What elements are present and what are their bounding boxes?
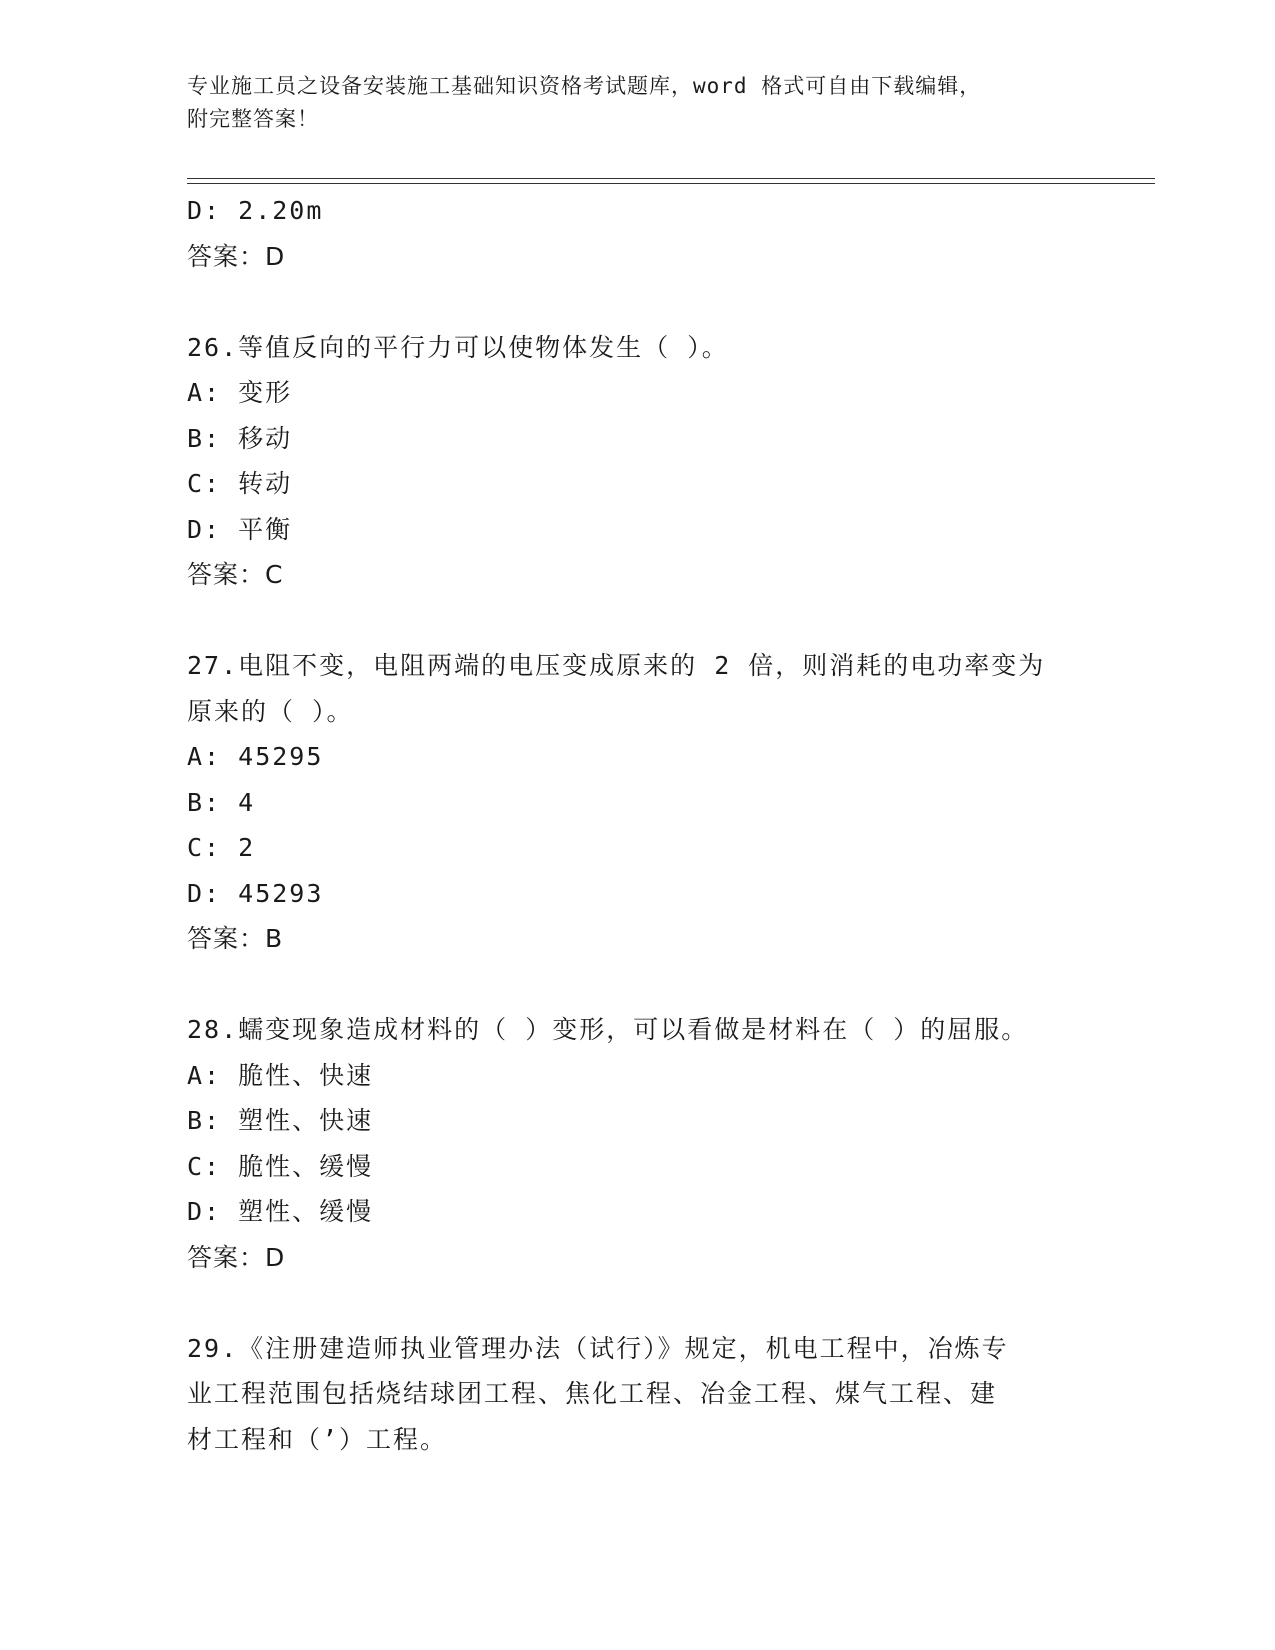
option-a: A: 脆性、快速 — [187, 1060, 374, 1090]
question-block — [187, 1007, 1087, 1280]
question-block — [187, 1326, 1087, 1463]
option-c: C: 2 — [187, 833, 256, 862]
header-divider-bottom — [187, 183, 1155, 184]
question-text: 29.《注册建造师执业管理办法（试行）》规定，机电工程中，冶炼专 — [187, 1333, 1009, 1363]
option-d: D: 平衡 — [187, 514, 293, 544]
question-text: 业工程范围包括烧结球团工程、焦化工程、冶金工程、煤气工程、建 — [187, 1379, 998, 1408]
answer: 答案：D — [187, 1242, 286, 1272]
option-c: C: 脆性、缓慢 — [187, 1151, 374, 1181]
option-c: C: 转动 — [187, 469, 293, 498]
question-content — [187, 188, 1087, 1462]
option-a: A: 变形 — [187, 378, 293, 407]
question-text: 原来的（ ）。 — [187, 696, 354, 726]
question-block — [187, 643, 1087, 962]
header-line-2: 附完整答案！ — [187, 107, 319, 131]
previous-option-d: D: 2.20m — [187, 196, 324, 225]
question-block — [187, 325, 1087, 598]
spacer — [187, 598, 1087, 644]
option-d: D: 45293 — [187, 878, 324, 908]
option-d: D: 塑性、缓慢 — [187, 1197, 374, 1226]
document-header — [187, 70, 1087, 136]
option-b: B: 4 — [187, 787, 256, 817]
previous-answer: 答案：D — [187, 241, 286, 271]
spacer — [187, 962, 1087, 1008]
question-text: 28.蠕变现象造成材料的（ ）变形，可以看做是材料在（ ）的屈服。 — [187, 1015, 1029, 1044]
option-a: A: 45295 — [187, 742, 324, 771]
option-b: B: 移动 — [187, 423, 293, 453]
answer: 答案：C — [187, 560, 284, 589]
spacer — [187, 279, 1087, 325]
answer: 答案：B — [187, 924, 284, 953]
question-text: 27.电阻不变，电阻两端的电压变成原来的 2 倍，则消耗的电功率变为 — [187, 651, 1046, 680]
option-b: B: 塑性、快速 — [187, 1106, 374, 1135]
header-line-1: 专业施工员之设备安装施工基础知识资格考试题库，word 格式可自由下载编辑， — [187, 74, 982, 98]
question-text: 材工程和（’）工程。 — [187, 1424, 448, 1454]
header-divider-top — [187, 178, 1155, 179]
question-text: 26.等值反向的平行力可以使物体发生（ ）。 — [187, 332, 729, 362]
spacer — [187, 1280, 1087, 1326]
